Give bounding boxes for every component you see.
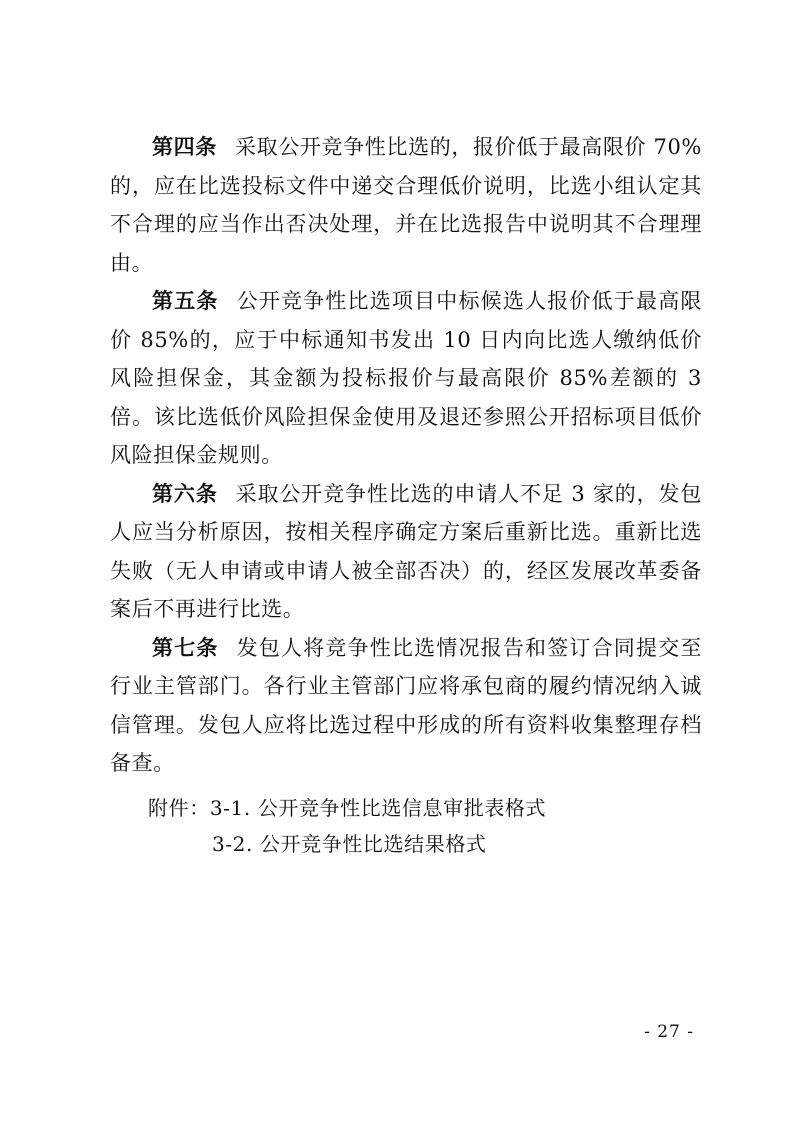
article-label: 第四条 — [152, 135, 217, 159]
article-text: 采取公开竞争性比选的申请人不足 3 家的，发包人应当分析原因，按相关程序确定方案后重新比选。重新比选失败（无人申请或申请人被全部否决）的，经区发展改革委备案后不再进行比选。 — [110, 481, 702, 621]
article-6 — [110, 475, 702, 629]
attachments-prefix: 附件： — [148, 796, 210, 820]
article-label: 第七条 — [152, 635, 219, 660]
article-label: 第五条 — [152, 289, 219, 313]
article-label: 第六条 — [152, 481, 218, 506]
article-7 — [110, 629, 702, 783]
article-text: 发包人将竞争性比选情况报告和签订合同提交至行业主管部门。各行业主管部门应将承包商的履约情况纳入诚信管理。发包人应将比选过程中形成的所有资料收集整理存档备查。 — [110, 635, 702, 775]
attachment-title: 3-1. 公开竞争性比选信息审批表格式 — [209, 796, 547, 820]
attachment-title: 3-2. 公开竞争性比选结果格式 — [212, 832, 487, 856]
attachment-item — [148, 790, 546, 826]
page-number: - 27 - — [644, 1022, 694, 1042]
article-4 — [110, 128, 702, 282]
attachments-list — [148, 790, 546, 862]
article-text: 公开竞争性比选项目中标候选人报价低于最高限价 85%的，应于中标通知书发出 10 日内向比选人缴纳低价风险担保金，其金额为投标报价与最高限价 85%差额的 3 倍。该比选低价风险担保金使用及退还参照公开招标项目低价风险担保金规则。 — [110, 289, 702, 467]
document-body — [110, 128, 702, 783]
article-text: 采取公开竞争性比选的，报价低于最高限价 70%的，应在比选投标文件中递交合理低价说明，比选小组认定其不合理的应当作出否决处理，并在比选报告中说明其不合理理由。 — [110, 135, 702, 275]
article-5 — [110, 282, 702, 475]
attachment-item — [148, 826, 546, 862]
